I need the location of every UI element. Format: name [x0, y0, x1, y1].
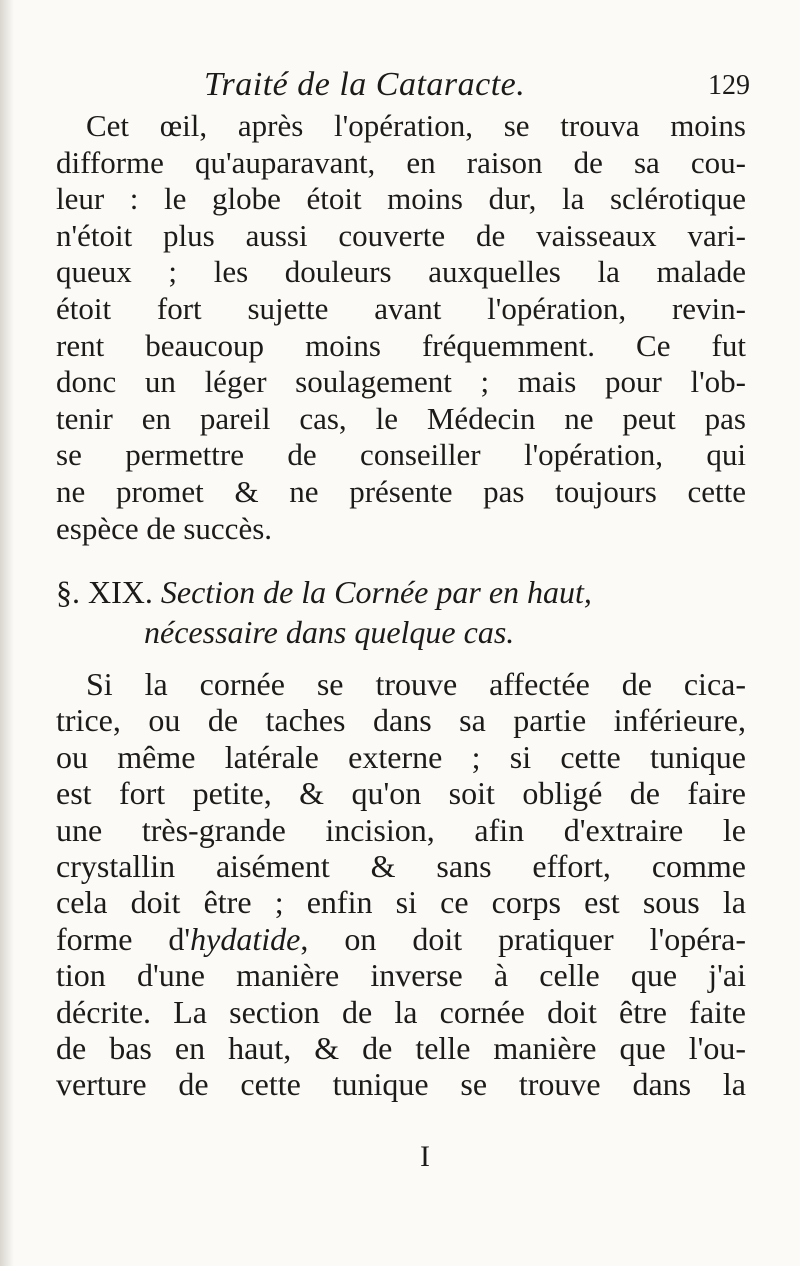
- text-line: queux ; les douleurs auxquelles la malade: [56, 254, 746, 290]
- text-fragment: , on doit pratiquer l'opéra-: [300, 920, 747, 957]
- text-line: leur : le globe étoit moins dur, la sclérotique: [56, 181, 746, 217]
- text-line: Cet œil, après l'opération, se trouva moins: [86, 108, 746, 143]
- page-number: 129: [708, 70, 750, 101]
- text-fragment: forme d': [56, 920, 191, 957]
- text-line: se permettre de conseiller l'opération, qui: [56, 437, 746, 473]
- page-header: [0, 66, 800, 110]
- text-line: de bas en haut, & de telle manière que l'ou-: [56, 1029, 746, 1066]
- text-line: donc un léger soulagement ; mais pour l'ob-: [56, 364, 746, 400]
- text-line: crystallin aisément & sans effort, comme: [56, 847, 746, 884]
- binding-shadow: [0, 0, 14, 1266]
- section-number: §. XIX.: [56, 574, 153, 610]
- signature-mark: I: [420, 1140, 430, 1173]
- running-title: Traité de la Cataracte.: [204, 66, 526, 103]
- text-line: tion d'une manière inverse à celle que j'ai: [56, 957, 746, 994]
- text-line: ou même latérale externe ; si cette tunique: [56, 738, 746, 775]
- text-line: verture de cette tunique se trouve dans la: [56, 1066, 746, 1103]
- text-line: est fort petite, & qu'on soit obligé de faire: [56, 775, 746, 812]
- text-line: une très-grande incision, afin d'extraire le: [56, 811, 746, 848]
- text-line: tenir en pareil cas, le Médecin ne peut pas: [56, 400, 746, 436]
- text-line: difforme qu'auparavant, en raison de sa cou-: [56, 144, 746, 180]
- text-line: n'étoit plus aussi couverte de vaisseaux vari-: [56, 217, 746, 253]
- text-line: Si la cornée se trouve affectée de cica-: [86, 666, 746, 702]
- paragraph-2: [56, 666, 746, 1103]
- text-line: espèce de succès.: [56, 510, 273, 546]
- section-title: Section de la Cornée par en haut,: [160, 574, 592, 610]
- text-line: trice, ou de taches dans sa partie inférieure,: [56, 702, 746, 739]
- text-line: rent beaucoup moins fréquemment. Ce fut: [56, 327, 746, 363]
- italic-term: hydatide: [190, 920, 301, 957]
- text-line: étoit fort sujette avant l'opération, revin-: [56, 290, 746, 326]
- paragraph-1: [56, 108, 746, 547]
- section-heading: [56, 572, 746, 652]
- section-title-continued: nécessaire dans quelque cas.: [144, 614, 515, 650]
- text-line-with-italic: [56, 921, 746, 957]
- text-line: décrite. La section de la cornée doit être faite: [56, 993, 746, 1030]
- text-line: ne promet & ne présente pas toujours cette: [56, 473, 746, 509]
- text-line: cela doit être ; enfin si ce corps est sous la: [56, 884, 746, 921]
